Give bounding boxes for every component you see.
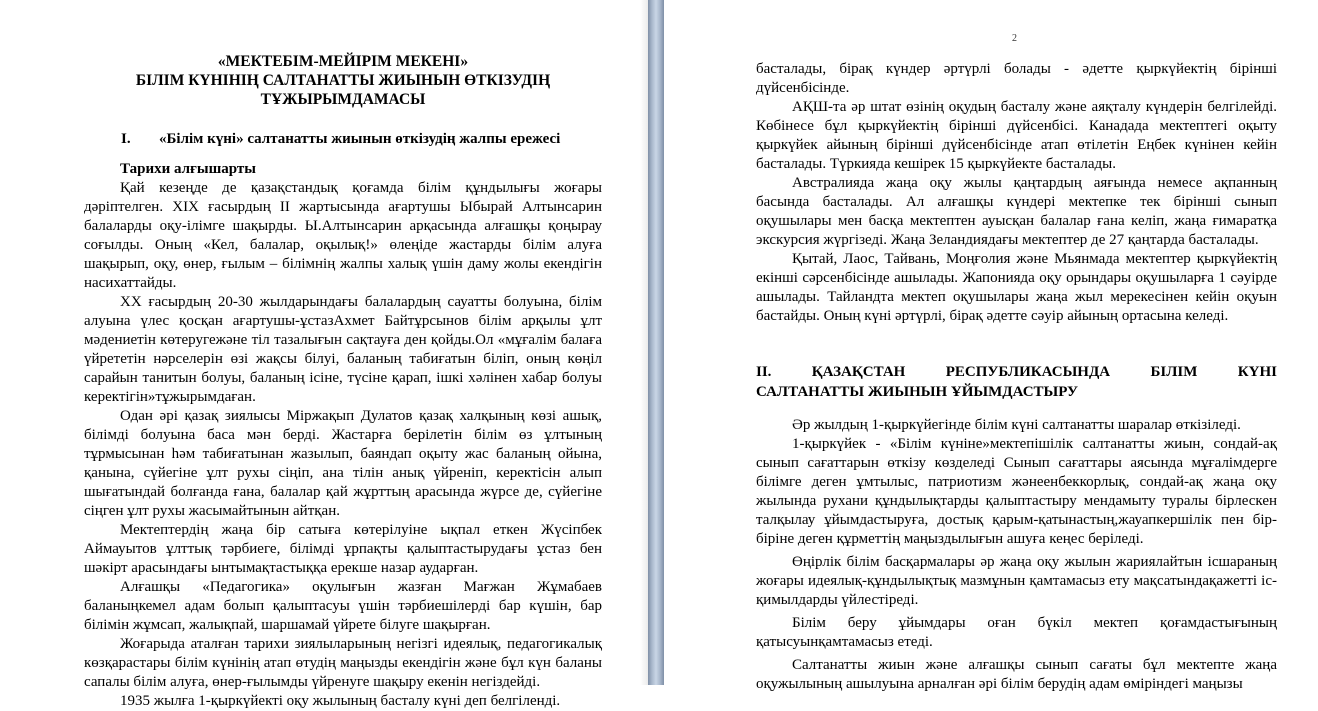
section-2-heading-line-1: II. ҚАЗАҚСТАН РЕСПУБЛИКАСЫНДА БІЛІМ КҮНІ bbox=[756, 364, 1277, 380]
section-1-number: I. bbox=[121, 131, 131, 147]
paragraph: Австралияда жаңа оқу жылы қаңтардың аяғында немесе ақпанның басында басталады. Ал алғашқы күндері мектепке тек бірінші сынып оқушылары мен басқа мектептен ауысқан балалар ғана келіп, жаңа ғимаратқа экскурсия жүргізеді. Жаңа Зеландиядағы мектептер де 27 қаңтарда басталады. bbox=[756, 175, 1277, 248]
page-shadow bbox=[640, 0, 648, 685]
right-body-top bbox=[756, 60, 1277, 326]
title-line-1: «МЕКТЕБІМ-МЕЙІРІМ МЕКЕНІ» bbox=[217, 53, 469, 70]
paragraph: Салтанатты жиын және алғашқы сынып сағаты бұл мектепте жаңа оқужылының ашылуына арналған әрі білім берудің адам өміріндегі маңызы bbox=[756, 657, 1277, 692]
document-page-left bbox=[0, 0, 648, 709]
section-1-heading bbox=[119, 130, 609, 149]
document-title bbox=[84, 52, 602, 109]
document-page-right bbox=[664, 0, 1318, 692]
paragraph: Әр жылдың 1-қыркүйегінде білім күні салтанатты шаралар өткізіледі. bbox=[792, 417, 1241, 433]
paragraph: Білім беру ұйымдары оған бүкіл мектеп қоғамдастығының қатысуынқамтамасыз етеді. bbox=[756, 615, 1277, 650]
page-gutter bbox=[648, 0, 664, 685]
paragraph: Жоғарыда аталған тарихи зиялыларының негізгі идеялық, педагогикалық көзқарастары білім күнінің атап өтудің маңызды екендігін және бұл күн баланы сапалы білім алуға, өнер-ғылымды үйренуге шақыру екенін негіздейді. bbox=[84, 636, 602, 690]
paragraph: 1-қыркүйек - «Білім күніне»мектепішілік салтанатты жиын, сондай-ақ сынып сағаттарын өткізу көзделеді Сынып сағаттары аясында мұғалімдерге білімге деген ұмтылыс, патриотизм жәнеенбеккорлық, сондай-ақ жаңа оқу жылында рухани құндылықтарды қалыптастыру мендамыту туралы бірлескен талқылау ұйымдастыруға, достық қарым-қатынастың,жауапкершілік пен бір-біріне деген құрметтің маңыздылығын ашуға кеңес беріледі. bbox=[756, 436, 1277, 547]
paragraph: Мектептердің жаңа бір сатыға көтерілуіне ықпал еткен Жүсіпбек Аймауытов ұлттық тәрбиеге, білімді ұрпақты қалыптастырудағы ұстаз бен шәкірт арасындағы ынтымақтастыққа ерекше назар аударған. bbox=[84, 522, 602, 576]
subheading-historical: Тарихи алғышарты bbox=[120, 161, 256, 177]
section-2-heading-line-2: САЛТАНАТТЫ ЖИЫНЫН ҰЙЫМДАСТЫРУ bbox=[756, 384, 1079, 400]
section-1-title: «Білім күні» салтанатты жиынын өткізудің жалпы ережесі bbox=[159, 131, 561, 147]
paragraph: Алғашқы «Педагогика» оқулығын жазған Мағжан Жұмабаев баланыңкемел адам болып қалыптасуы үшін тәрбиешілерді бар күшін, бар білімін жұмсап, жалықпай, шаршамай үйрете білуге шақырған. bbox=[84, 579, 602, 633]
paragraph: АҚШ-та әр штат өзінің оқудың басталу және аяқталу күндерін белгілейді. Көбінесе бұл қыркүйектің бірінші дүйсенбісі. Канадада мектептегі оқыту қыркүйек айының бірінші дүйсенбісінде атап өтілетін Еңбек күнінен кейін басталады. Түркияда кешірек 15 қыркүйекте басталады. bbox=[756, 99, 1277, 172]
title-line-2: БІЛІМ КҮНІНІҢ САЛТАНАТТЫ ЖИЫНЫН ӨТКІЗУДІҢ bbox=[135, 72, 551, 89]
title-line-3: ТҰЖЫРЫМДАМАСЫ bbox=[260, 91, 426, 108]
section-2-heading bbox=[756, 362, 1277, 402]
paragraph: Одан әрі қазақ зиялысы Міржақып Дулатов қазақ халқының көзі ашық, білімді болуына баса мән берді. Жастарға берілетін білім өз ұлтының тұрмысынан һәм табиғатынан жазылып, баяндап оқыту жас баланың ойына, қанына, сүйегіне ұлт рухы сіңіп, ана тілін анық үйреніп, керектісін алып шығатындай болғанда ғана, балалар қай жұрттың арасында жүрсе де, сүйегіне сіңген ұлт рухы жасымайтынын айтқан. bbox=[84, 408, 602, 519]
paragraph: Қай кезеңде де қазақстандық қоғамда білім құндылығы жоғары дәріптелген. XIX ғасырдың ІІ жартысында ағартушы Ыбырай Алтынсарин балаларды оқу-ілімге шақырды. Ы.Алтынсарин арқасында алғашқы қоңырау соғылды. Оның «Кел, балалар, оқылық!» өлеңіде жастарды білім алуға шақырып, оқу, өнер, ғылым – білімнің жалпы халық үшін даму жолы екендігін насихаттайды. bbox=[84, 180, 602, 291]
paragraph: 1935 жылға 1-қыркүйекті оқу жылының басталу күні деп белгіленді. bbox=[120, 693, 561, 709]
right-body-bottom bbox=[756, 416, 1277, 694]
paragraph: XX ғасырдың 20-30 жылдарындағы балалардың сауатты болуына, білім алуына үлес қосқан ағартушы-ұстазАхмет Байтұрсынов білім арқылы ұлт мәдениетін көтеругежәне тіл тазалығын сақтауға ден қойды.Ол «мұғалім балаға үйрететін нәрселерін өзі жақсы білуі, баланың табиғатын біліп, оның көңіл сарайын танитын болуы, баланың ісіне, түсіне қарап, ішкі хәлінен хабар болуы керектігін»тұжырымдаған. bbox=[84, 294, 602, 405]
paragraph: Өңірлік білім басқармалары әр жаңа оқу жылын жариялайтын ісшараның жоғары идеялық-құндылықтық мазмұнын қамтамасыз ету мақсатындақажетті іс-қимылдарды үйлестіреді. bbox=[756, 554, 1277, 608]
paragraph: Қытай, Лаос, Тайвань, Моңғолия және Мьянмада мектептер қыркүйектің екінші сәрсенбісінде ашылады. Жапонияда оқу орындары оқушыларға 1 сәуірде ашылады. Тайландта мектеп оқушылары жаңа жыл мерекесінен кейін оқуын бастайды. Оның күні әртүрлі, бірақ әдетте сәуір айының ортасына келеді. bbox=[756, 251, 1277, 324]
paragraph: басталады, бірақ күндер әртүрлі болады - әдетте қыркүйектің бірінші дүйсенбісінде. bbox=[756, 61, 1277, 96]
page-number: 2 bbox=[1012, 33, 1017, 44]
left-body bbox=[84, 160, 602, 711]
